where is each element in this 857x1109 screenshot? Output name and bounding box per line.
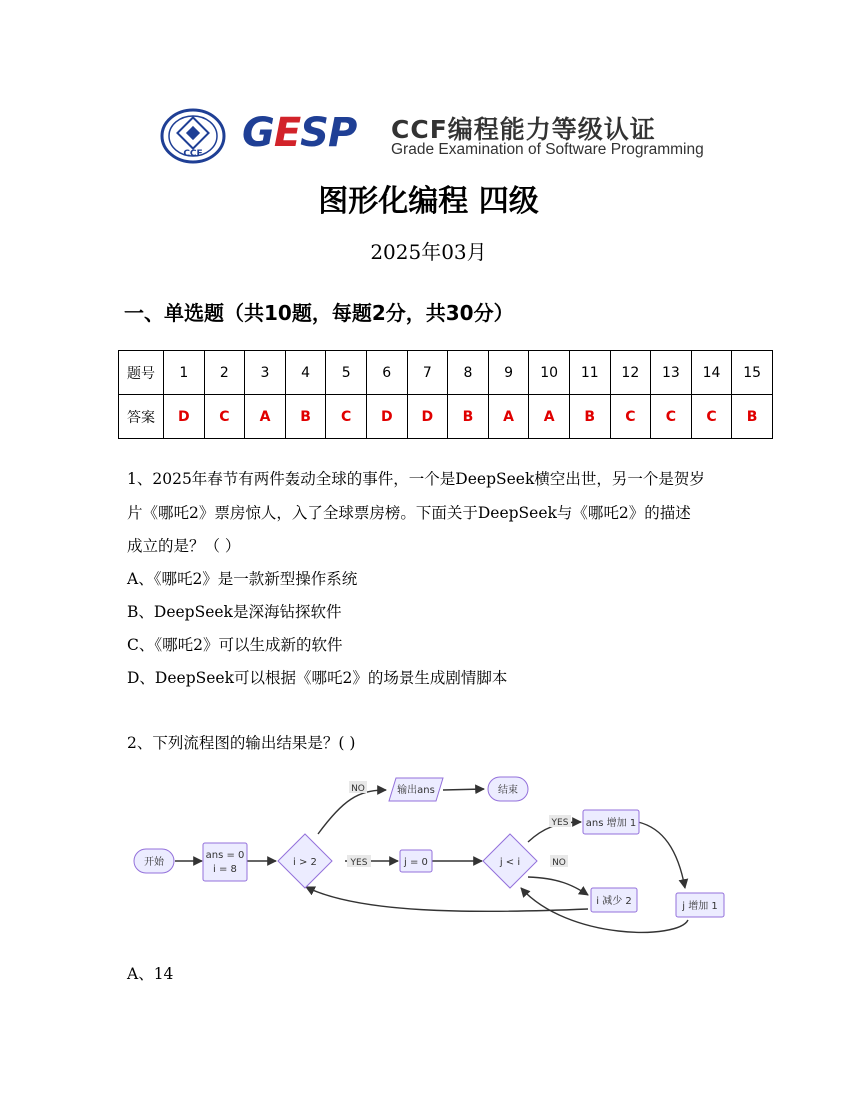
label-end: 结束 <box>498 785 518 796</box>
answer-cell: B <box>732 395 773 439</box>
question-number: 5 <box>326 351 367 395</box>
answer-cell: C <box>610 395 651 439</box>
answer-cell: C <box>326 395 367 439</box>
question-2-option-a: A、14 <box>127 965 174 983</box>
label-j-inc: j 增加 1 <box>682 901 718 912</box>
edge-inner-no-to-i-dec <box>528 877 588 895</box>
question-number: 3 <box>245 351 286 395</box>
edge-ans-inc-to-j-inc <box>638 822 685 888</box>
question-1-option-d: D、DeepSeek可以根据《哪吒2》的场景生成剧情脚本 <box>127 669 508 687</box>
label-ans-inc: ans 增加 1 <box>585 818 637 829</box>
row-label-answer: 答案 <box>119 395 164 439</box>
answer-cell: D <box>164 395 205 439</box>
answer-cell: C <box>651 395 692 439</box>
label-output: 输出ans <box>397 785 435 796</box>
header-logo <box>160 106 704 166</box>
label-start: 开始 <box>144 857 164 868</box>
answer-cell: A <box>529 395 570 439</box>
question-1-stem-line-3: 成立的是？（ ） <box>127 537 241 555</box>
label-i-dec: i 减少 2 <box>596 896 632 907</box>
answer-cell: D <box>366 395 407 439</box>
answer-cell: A <box>245 395 286 439</box>
question-number: 15 <box>732 351 773 395</box>
edge-label-no-inner: NO <box>552 858 566 868</box>
question-number: 4 <box>285 351 326 395</box>
question-number: 14 <box>691 351 732 395</box>
label-inner-cond: j < i <box>499 857 521 868</box>
question-2-stem: 2、下列流程图的输出结果是？( ) <box>127 734 356 752</box>
edge-label-no-outer: NO <box>351 784 365 794</box>
svg-text:CCF: CCF <box>183 149 203 159</box>
label-outer-cond: i > 2 <box>293 857 317 868</box>
answer-cell: B <box>448 395 489 439</box>
document-date: 2025年03月 <box>370 240 487 264</box>
question-number: 11 <box>569 351 610 395</box>
label-set-j: j = 0 <box>404 857 428 868</box>
label-init-1: ans = 0 <box>205 850 245 861</box>
answer-cell: B <box>569 395 610 439</box>
question-number: 13 <box>651 351 692 395</box>
answer-cell: A <box>488 395 529 439</box>
answer-row <box>119 395 773 439</box>
edge-output-to-end <box>443 789 484 790</box>
cert-subtitle: Grade Examination of Software Programming <box>391 141 704 158</box>
row-label-number: 题号 <box>119 351 164 395</box>
label-init-2: i = 8 <box>213 864 237 875</box>
question-number: 12 <box>610 351 651 395</box>
question-number: 2 <box>204 351 245 395</box>
answer-cell: D <box>407 395 448 439</box>
document-title: 图形化编程 四级 <box>318 184 539 219</box>
flowchart-diagram <box>118 770 738 945</box>
cert-title: CCF编程能力等级认证 <box>391 115 656 144</box>
answer-cell: B <box>285 395 326 439</box>
node-init <box>203 843 247 881</box>
question-number: 9 <box>488 351 529 395</box>
edge-outer-no-to-output <box>318 790 386 834</box>
question-1-stem-line-2: 片《哪吒2》票房惊人，入了全球票房榜。下面关于DeepSeek与《哪吒2》的描述 <box>127 504 691 522</box>
question-1-stem-line-1: 1、2025年春节有两件轰动全球的事件，一个是DeepSeek横空出世，另一个是贺岁 <box>127 470 705 488</box>
question-number: 10 <box>529 351 570 395</box>
question-1-option-b: B、DeepSeek是深海钻探软件 <box>127 603 342 621</box>
question-1-option-c: C、《哪吒2》可以生成新的软件 <box>127 636 343 654</box>
question-number: 7 <box>407 351 448 395</box>
number-row <box>119 351 773 395</box>
edge-label-yes-outer: YES <box>350 858 368 868</box>
gesp-brand-logo: GESP <box>242 110 357 156</box>
ccf-seal-logo <box>160 108 226 164</box>
section-heading: 一、单选题（共10题，每题2分，共30分） <box>124 301 514 325</box>
answer-table <box>118 350 773 439</box>
answer-cell: C <box>204 395 245 439</box>
question-1-option-a: A、《哪吒2》是一款新型操作系统 <box>127 570 358 588</box>
edge-label-yes-inner: YES <box>551 818 569 828</box>
answer-cell: C <box>691 395 732 439</box>
flowchart-edge-labels <box>347 781 571 868</box>
question-number: 1 <box>164 351 205 395</box>
flowchart-nodes <box>134 777 724 917</box>
question-number: 6 <box>366 351 407 395</box>
question-number: 8 <box>448 351 489 395</box>
